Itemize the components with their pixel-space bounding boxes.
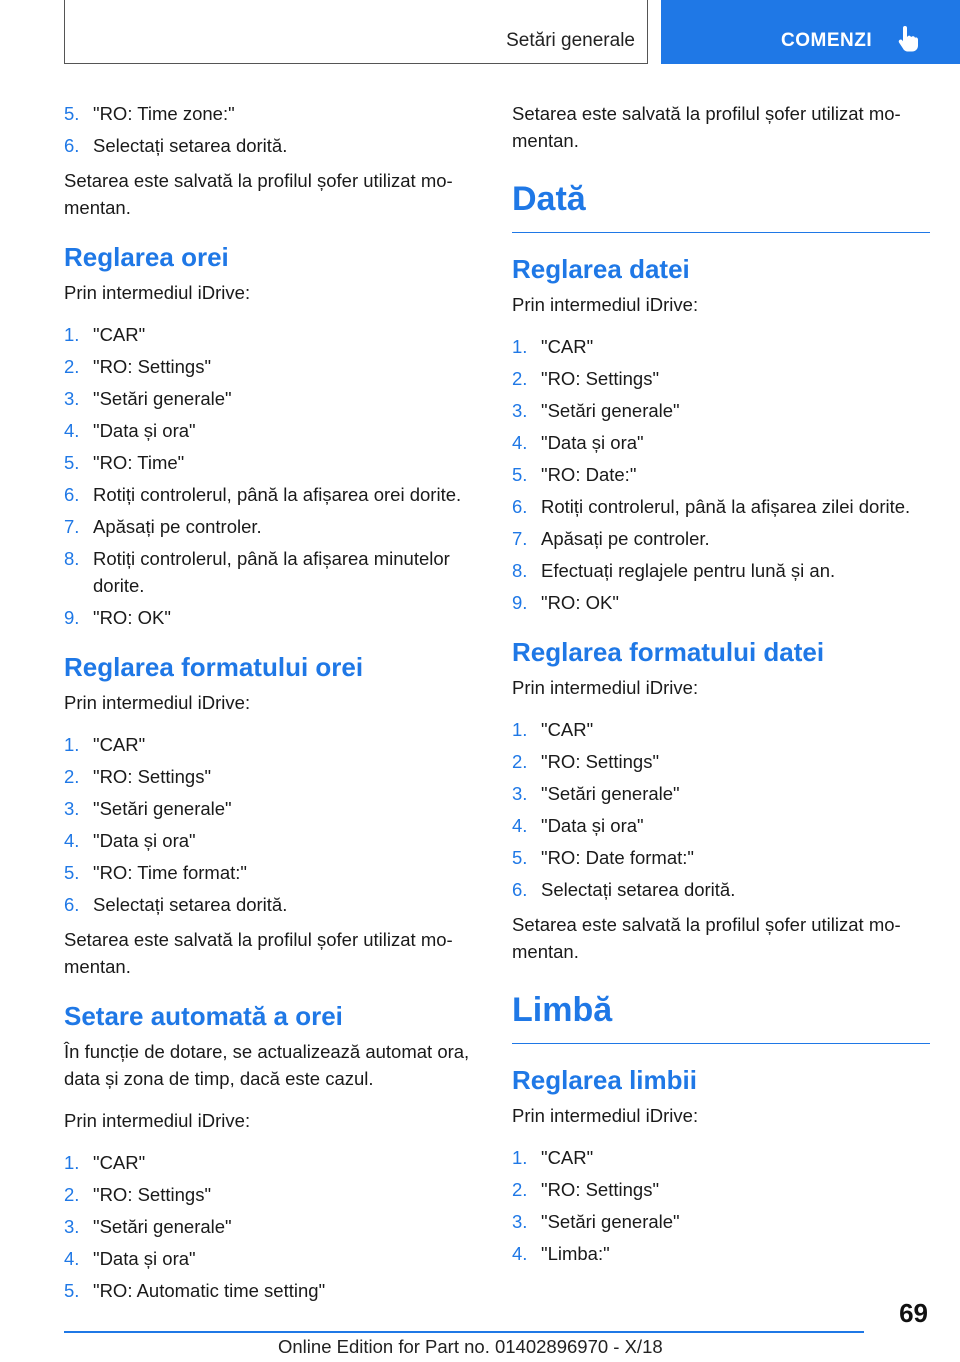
list-item: [64, 1245, 482, 1272]
footer-divider: [64, 1331, 864, 1333]
numbered-list: [64, 731, 482, 918]
step-text: "RO: Date format:": [541, 847, 694, 868]
step-text: Rotiți controlerul, până la afișarea minutelor dorite.: [93, 548, 450, 596]
step-number: 9.: [64, 607, 80, 628]
list-item: [512, 748, 930, 775]
via-idrive: Prin intermediul iDrive:: [64, 282, 251, 303]
step-number: 4.: [512, 1243, 528, 1264]
step-number: 1.: [512, 1147, 528, 1168]
list-item: [64, 353, 482, 380]
list-item: [64, 321, 482, 348]
list-item: [512, 461, 930, 488]
step-text: "Setări generale": [93, 1216, 232, 1237]
list-item: [512, 1144, 930, 1171]
saved-note: Setarea este salvată la profilul șofer utilizat mo-mentan.: [64, 170, 453, 218]
list-item: [512, 876, 930, 903]
step-number: 5.: [64, 862, 80, 883]
auto-time-description: În funcție de dotare, se actualizează automat ora, data și zona de timp, dacă este cazul.: [64, 1041, 470, 1089]
numbered-list: [512, 716, 930, 903]
step-text: Apăsați pe controler.: [541, 528, 710, 549]
saved-note: Setarea este salvată la profilul șofer utilizat mo-mentan.: [512, 103, 901, 151]
list-item: [512, 1208, 930, 1235]
step-number: 8.: [512, 560, 528, 581]
step-number: 1.: [64, 1152, 80, 1173]
heading-auto-time: Setare automată a orei: [64, 1001, 343, 1031]
step-text: "RO: Settings": [541, 1179, 660, 1200]
list-item: [64, 385, 482, 412]
list-item: [64, 1213, 482, 1240]
list-item: [64, 731, 482, 758]
list-item: [512, 589, 930, 616]
list-item: [512, 365, 930, 392]
step-text: "RO: Settings": [93, 766, 212, 787]
list-item: [64, 100, 482, 127]
list-item: [512, 1240, 930, 1267]
list-item: [64, 513, 482, 540]
right-column: [512, 100, 930, 1275]
step-number: 2.: [512, 751, 528, 772]
step-text: Apăsați pe controler.: [93, 516, 262, 537]
numbered-list: [64, 1149, 482, 1304]
list-item: [64, 827, 482, 854]
step-text: "RO: Time": [93, 452, 185, 473]
list-item: [64, 891, 482, 918]
header-section-box: [64, 0, 648, 64]
step-number: 8.: [64, 548, 80, 569]
step-text: Selectați setarea dorită.: [541, 879, 736, 900]
list-item: [64, 763, 482, 790]
list-item: [512, 429, 930, 456]
step-text: Rotiți controlerul, până la afișarea orei dorite.: [93, 484, 462, 505]
step-number: 2.: [64, 1184, 80, 1205]
step-number: 3.: [512, 783, 528, 804]
step-text: "CAR": [93, 734, 146, 755]
list-item: [512, 844, 930, 871]
list-item: [64, 449, 482, 476]
list-item: [64, 604, 482, 631]
step-text: "RO: Time zone:": [93, 103, 235, 124]
step-text: "CAR": [93, 1152, 146, 1173]
saved-note: Setarea este salvată la profilul șofer utilizat mo-mentan.: [64, 929, 453, 977]
step-number: 1.: [64, 324, 80, 345]
step-number: 3.: [64, 1216, 80, 1237]
footer-edition: Online Edition for Part no. 01402896970 - X/18: [278, 1336, 663, 1357]
via-idrive: Prin intermediul iDrive:: [512, 677, 699, 698]
step-text: "Data și ora": [541, 815, 644, 836]
step-text: "RO: Automatic time setting": [93, 1280, 326, 1301]
step-number: 5.: [512, 847, 528, 868]
step-text: "Setări generale": [541, 1211, 680, 1232]
list-item: [64, 132, 482, 159]
step-number: 2.: [512, 1179, 528, 1200]
left-column: [64, 100, 482, 1312]
step-number: 5.: [64, 103, 80, 124]
tab-comenzi[interactable]: [661, 0, 960, 64]
step-number: 4.: [64, 830, 80, 851]
step-number: 2.: [512, 368, 528, 389]
step-text: Selectați setarea dorită.: [93, 135, 288, 156]
heading-set-language: Reglarea limbii: [512, 1065, 697, 1095]
step-number: 3.: [64, 798, 80, 819]
list-item: [512, 557, 930, 584]
list-item: [64, 417, 482, 444]
step-text: "RO: OK": [93, 607, 171, 628]
page-number: 69: [899, 1298, 928, 1328]
step-number: 5.: [64, 452, 80, 473]
step-text: Selectați setarea dorită.: [93, 894, 288, 915]
chapter-heading-date: Dată: [512, 178, 930, 233]
numbered-list: [512, 333, 930, 616]
step-text: "Setări generale": [93, 388, 232, 409]
step-number: 6.: [64, 484, 80, 505]
step-text: "Setări generale": [93, 798, 232, 819]
step-text: "Limba:": [541, 1243, 610, 1264]
step-number: 2.: [64, 356, 80, 377]
list-item: [512, 780, 930, 807]
step-text: "RO: Time format:": [93, 862, 247, 883]
step-text: "RO: OK": [541, 592, 619, 613]
step-text: "RO: Settings": [93, 356, 212, 377]
step-number: 3.: [64, 388, 80, 409]
list-item: [512, 525, 930, 552]
step-number: 1.: [512, 336, 528, 357]
heading-date-format: Reglarea formatului datei: [512, 637, 825, 667]
step-text: "CAR": [541, 719, 594, 740]
tab-label: COMENZI: [781, 30, 873, 51]
heading-set-date: Reglarea datei: [512, 254, 690, 284]
step-number: 3.: [512, 400, 528, 421]
step-text: Efectuați reglajele pentru lună și an.: [541, 560, 836, 581]
via-idrive: Prin intermediul iDrive:: [64, 692, 251, 713]
via-idrive: Prin intermediul iDrive:: [512, 1105, 699, 1126]
step-text: "RO: Settings": [93, 1184, 212, 1205]
step-text: "CAR": [93, 324, 146, 345]
list-item: [64, 545, 482, 599]
step-number: 3.: [512, 1211, 528, 1232]
list-item: [512, 716, 930, 743]
step-number: 9.: [512, 592, 528, 613]
list-item: [512, 812, 930, 839]
step-text: "Setări generale": [541, 783, 680, 804]
step-number: 7.: [512, 528, 528, 549]
section-title: Setări generale: [506, 30, 635, 51]
list-item: [64, 1149, 482, 1176]
step-number: 5.: [64, 1280, 80, 1301]
list-item: [512, 397, 930, 424]
step-number: 4.: [64, 1248, 80, 1269]
list-item: [512, 493, 930, 520]
step-text: "RO: Settings": [541, 368, 660, 389]
step-text: Rotiți controlerul, până la afișarea zilei dorite.: [541, 496, 911, 517]
step-number: 7.: [64, 516, 80, 537]
via-idrive: Prin intermediul iDrive:: [512, 294, 699, 315]
list-item: [64, 481, 482, 508]
step-number: 4.: [512, 432, 528, 453]
step-number: 4.: [64, 420, 80, 441]
list-item: [64, 859, 482, 886]
list-item: [64, 795, 482, 822]
step-text: "Data și ora": [93, 1248, 196, 1269]
step-number: 6.: [64, 135, 80, 156]
numbered-list: [64, 100, 482, 159]
step-text: "Data și ora": [541, 432, 644, 453]
step-number: 6.: [64, 894, 80, 915]
via-idrive: Prin intermediul iDrive:: [64, 1110, 251, 1131]
list-item: [64, 1277, 482, 1304]
heading-set-time: Reglarea orei: [64, 242, 229, 272]
chapter-heading-language: Limbă: [512, 989, 930, 1044]
step-number: 1.: [512, 719, 528, 740]
step-number: 4.: [512, 815, 528, 836]
hand-pointer-icon: [897, 26, 919, 52]
saved-note: Setarea este salvată la profilul șofer utilizat mo-mentan.: [512, 914, 901, 962]
step-text: "RO: Settings": [541, 751, 660, 772]
step-number: 6.: [512, 879, 528, 900]
numbered-list: [512, 1144, 930, 1267]
list-item: [512, 333, 930, 360]
numbered-list: [64, 321, 482, 631]
list-item: [64, 1181, 482, 1208]
step-number: 6.: [512, 496, 528, 517]
step-text: "CAR": [541, 336, 594, 357]
step-number: 2.: [64, 766, 80, 787]
step-text: "CAR": [541, 1147, 594, 1168]
list-item: [512, 1176, 930, 1203]
heading-time-format: Reglarea formatului orei: [64, 652, 364, 682]
step-text: "Data și ora": [93, 830, 196, 851]
step-text: "Setări generale": [541, 400, 680, 421]
step-number: 5.: [512, 464, 528, 485]
step-text: "Data și ora": [93, 420, 196, 441]
step-text: "RO: Date:": [541, 464, 637, 485]
step-number: 1.: [64, 734, 80, 755]
